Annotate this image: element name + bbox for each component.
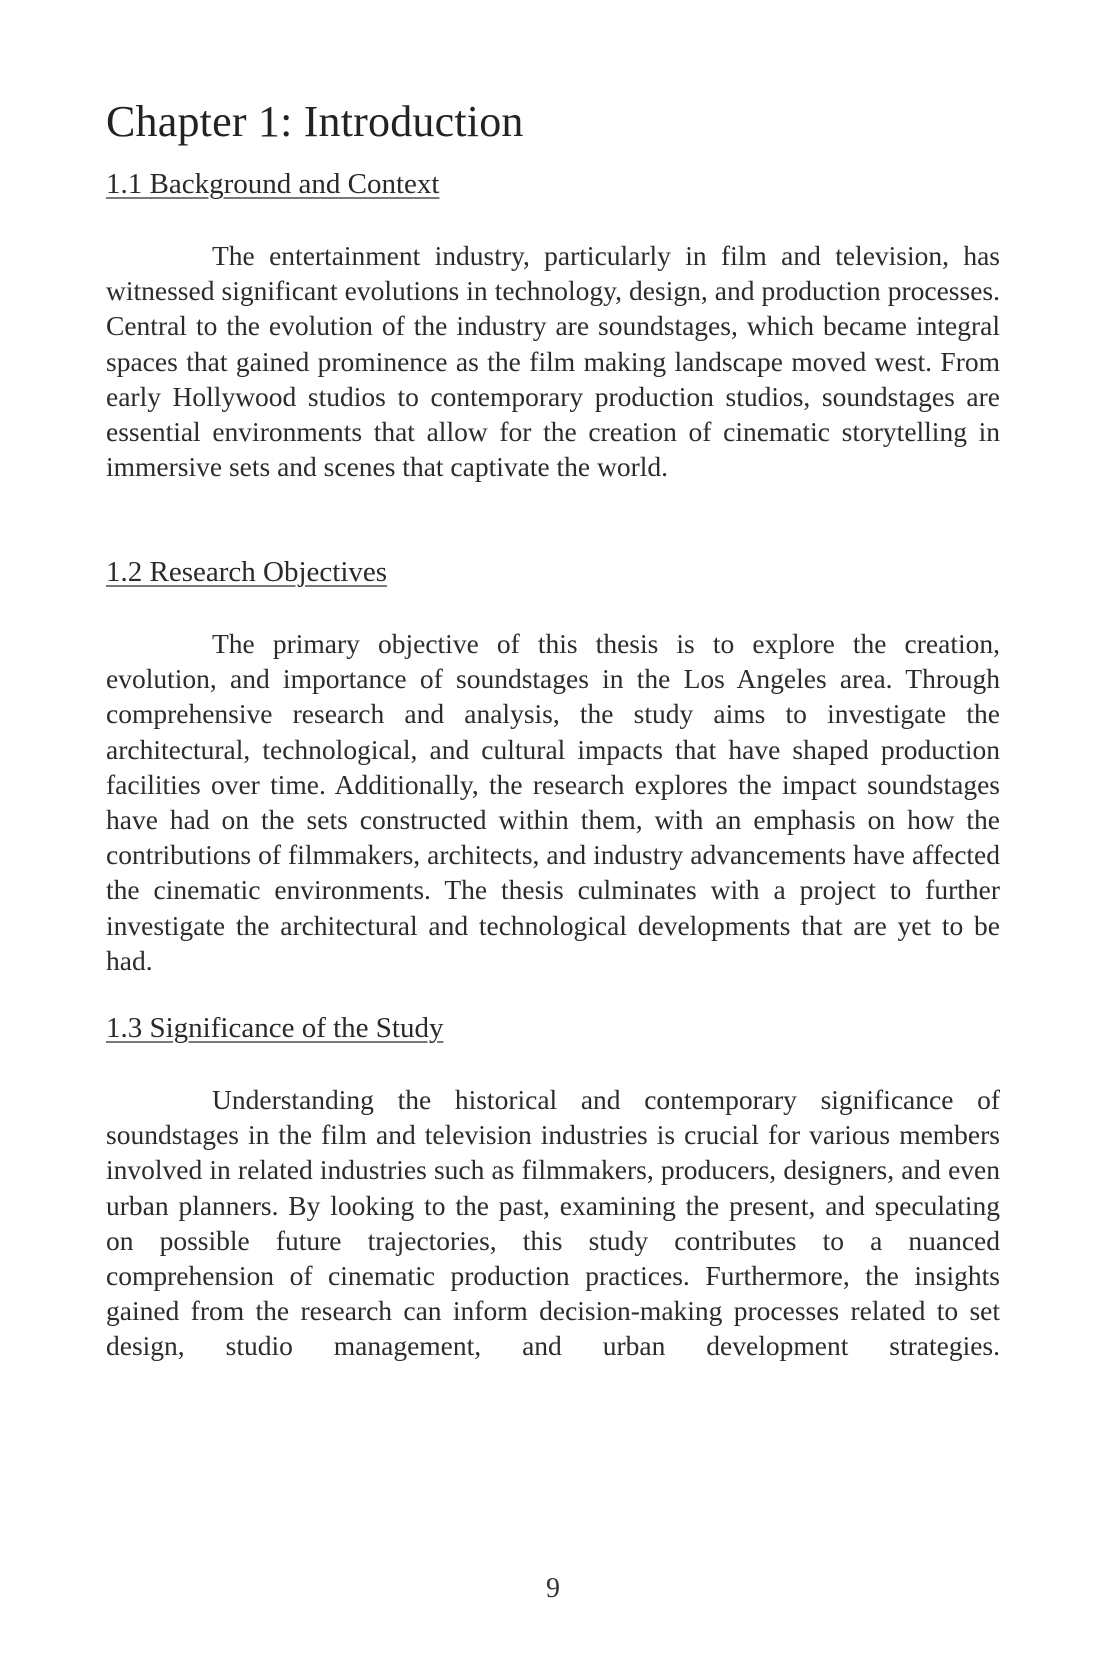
section-heading-background: 1.1 Background and Context [106,168,440,200]
section-body-background: The entertainment industry, particularly in film and television, has witnessed significant evolutions in technology, design, and production processes. Central to the evolution of the industry are soundstages, which became integral spaces that gained prominence as the film making landscape moved west. From early Hollywood studios to contemporary production studios, soundstages are essential environments that allow for the creation of cinematic storytelling in immersive sets and scenes that captivate the world. [106,240,1000,483]
chapter-title: Chapter 1: Introduction [106,97,524,146]
section-heading-significance: 1.3 Significance of the Study [106,1012,444,1044]
page-number: 9 [546,1573,560,1604]
section-body-objectives: The primary objective of this thesis is to explore the creation, evolution, and importance of soundstages in the Los Angeles area. Through comprehensive research and analysis, the study aims to investigate the architectural, technological, and cultural impacts that have shaped production facilities over time. Additionally, the research explores the impact soundstages have had on the sets constructed within them, with an emphasis on how the contributions of filmmakers, architects, and industry advancements have affected the cinematic environments. The thesis culminates with a project to further investigate the architectural and technological developments that are yet to be had. [106,628,1000,976]
section-body-significance: Understanding the historical and contemporary significance of soundstages in the film and television industries is crucial for various members involved in related industries such as filmmakers, producers, designers, and even urban planners. By looking to the past, examining the present, and speculating on possible future trajectories, this study contributes to a nuanced comprehension of cinematic production practices. Furthermore, the insights gained from the research can inform decision-making processes related to set design, studio management, and urban development strategies. [106,1084,1000,1362]
section-heading-objectives: 1.2 Research Objectives [106,556,388,588]
